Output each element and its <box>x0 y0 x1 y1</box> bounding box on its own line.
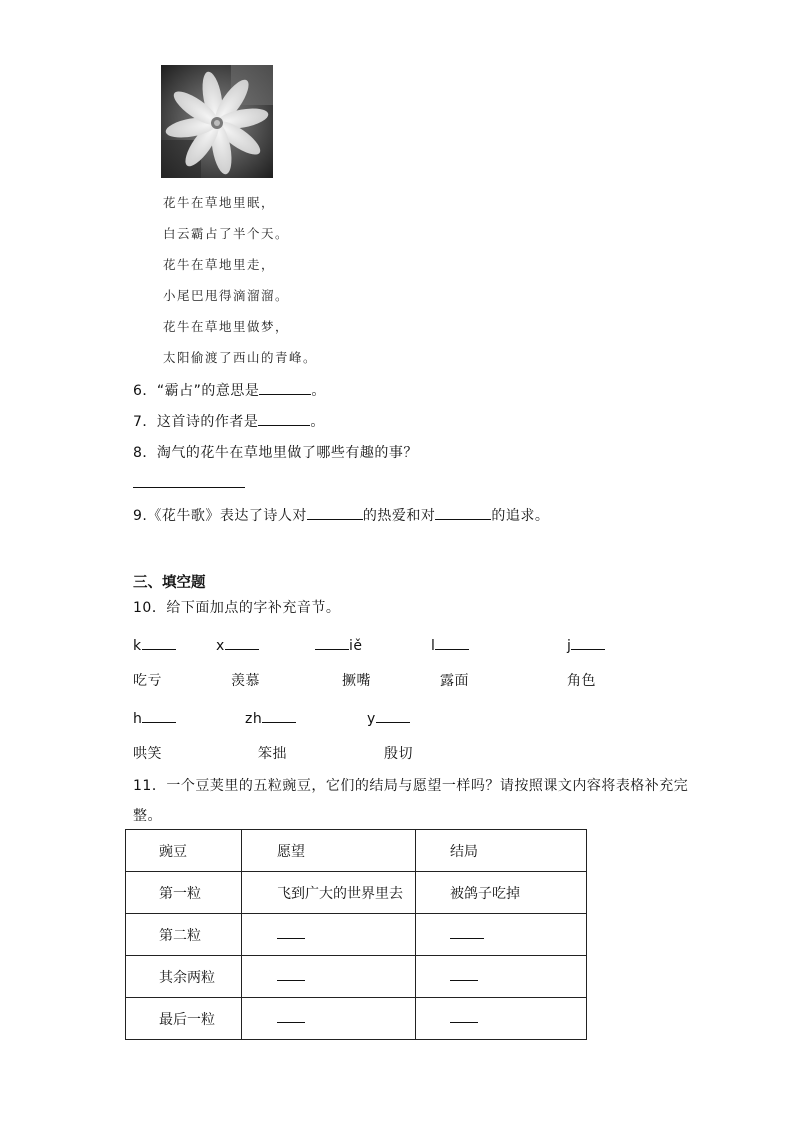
answer-blank[interactable] <box>258 411 310 426</box>
pinyin-blank <box>367 708 410 727</box>
table-cell <box>416 956 587 998</box>
header-wish: 愿望 <box>277 843 305 860</box>
question-7-text: 7．这首诗的作者是 <box>133 414 259 430</box>
table-row <box>126 872 587 914</box>
question-9-part3: 的追求。 <box>491 508 550 524</box>
pinyin-initial: j <box>567 638 572 654</box>
pinyin-answer-blank[interactable] <box>142 635 176 650</box>
table-cell <box>242 998 416 1040</box>
poem-line: 花牛在草地里走， <box>163 257 276 272</box>
poem-line: 花牛在草地里做梦， <box>163 319 290 334</box>
table-row <box>126 998 587 1040</box>
pinyin-answer-blank[interactable] <box>571 635 605 650</box>
flower-photo <box>161 65 273 178</box>
pinyin-initial: zh <box>245 711 263 727</box>
table-header-cell <box>242 830 416 872</box>
question-9-part2: 的热爱和对 <box>362 508 436 524</box>
poem-line: 花牛在草地里眠， <box>163 195 276 210</box>
pinyin-blank <box>216 635 259 654</box>
word-item: 羡慕 <box>231 673 260 689</box>
answer-blank[interactable] <box>450 1012 478 1023</box>
pinyin-blank <box>133 635 176 654</box>
table-cell <box>126 914 242 956</box>
poem-line: 小尾巴甩得滴溜溜。 <box>163 288 290 303</box>
question-10: 10．给下面加点的字补充音节。 <box>133 600 341 616</box>
row-label: 最后一粒 <box>159 1011 215 1028</box>
question-11: 11．一个豆荚里的五粒豌豆，它们的结局与愿望一样吗？请按照课文内容将表格补充完 <box>133 778 689 794</box>
pinyin-answer-blank[interactable] <box>315 635 349 650</box>
row-label: 其余两粒 <box>159 969 215 986</box>
table-cell <box>416 914 587 956</box>
question-11-continued: 整。 <box>133 808 162 824</box>
pinyin-initial: h <box>133 711 143 727</box>
question-6 <box>133 380 326 400</box>
question-6-text: 6．“霸占”的意思是 <box>133 383 260 399</box>
answer-blank[interactable] <box>277 970 305 981</box>
pinyin-answer-blank[interactable] <box>435 635 469 650</box>
word-item: 哄笑 <box>133 746 162 762</box>
table-cell <box>416 998 587 1040</box>
table-cell <box>242 914 416 956</box>
pinyin-blank <box>315 635 363 654</box>
word-item: 角色 <box>567 673 596 689</box>
pinyin-answer-blank[interactable] <box>262 708 296 723</box>
table-row <box>126 914 587 956</box>
pinyin-answer-blank[interactable] <box>225 635 259 650</box>
table-cell <box>126 872 242 914</box>
word-item: 殷切 <box>384 746 413 762</box>
row-outcome: 被鸽子吃掉 <box>450 885 520 902</box>
word-item: 撅嘴 <box>342 673 371 689</box>
section-heading: 三、填空题 <box>133 575 206 591</box>
question-6-suffix: 。 <box>311 383 326 399</box>
question-9-part1: 9.《花牛歌》表达了诗人对 <box>133 508 307 524</box>
table-header-cell <box>416 830 587 872</box>
question-7-suffix: 。 <box>310 414 325 430</box>
poem-line: 太阳偷渡了西山的青峰。 <box>163 350 318 365</box>
answer-blank[interactable] <box>435 505 491 520</box>
answer-blank[interactable] <box>277 928 305 939</box>
table-header-row <box>126 830 587 872</box>
table-cell <box>242 956 416 998</box>
table-cell <box>416 872 587 914</box>
table-row <box>126 956 587 998</box>
answer-blank[interactable] <box>277 1012 305 1023</box>
question-9 <box>133 505 549 525</box>
answer-blank[interactable] <box>450 928 484 939</box>
pea-table <box>125 829 587 1040</box>
row-wish: 飞到广大的世界里去 <box>277 885 403 902</box>
table-header-cell <box>126 830 242 872</box>
table-cell <box>126 956 242 998</box>
pinyin-initial: x <box>216 638 225 654</box>
header-pea: 豌豆 <box>159 843 187 860</box>
answer-line[interactable] <box>133 487 245 488</box>
answer-blank[interactable] <box>259 380 311 395</box>
pinyin-answer-blank[interactable] <box>376 708 410 723</box>
pinyin-answer-blank[interactable] <box>142 708 176 723</box>
answer-blank[interactable] <box>307 505 363 520</box>
answer-blank[interactable] <box>450 970 478 981</box>
row-label: 第一粒 <box>159 885 201 902</box>
word-item: 笨拙 <box>258 746 287 762</box>
poem-line: 白云霸占了半个天。 <box>163 226 290 241</box>
flower-image <box>161 65 273 178</box>
row-label: 第二粒 <box>159 927 201 944</box>
pinyin-final: iě <box>349 638 363 654</box>
pinyin-blank <box>431 635 469 654</box>
word-item: 吃亏 <box>133 673 162 689</box>
pinyin-blank <box>567 635 605 654</box>
pinyin-initial: l <box>431 638 436 654</box>
pinyin-initial: k <box>133 638 142 654</box>
question-7 <box>133 411 325 431</box>
pinyin-initial: y <box>367 711 376 727</box>
table-cell <box>242 872 416 914</box>
question-8: 8．淘气的花牛在草地里做了哪些有趣的事？ <box>133 445 418 461</box>
word-item: 露面 <box>440 673 469 689</box>
pinyin-blank <box>245 708 296 727</box>
table-cell <box>126 998 242 1040</box>
header-outcome: 结局 <box>450 843 478 860</box>
pinyin-blank <box>133 708 176 727</box>
